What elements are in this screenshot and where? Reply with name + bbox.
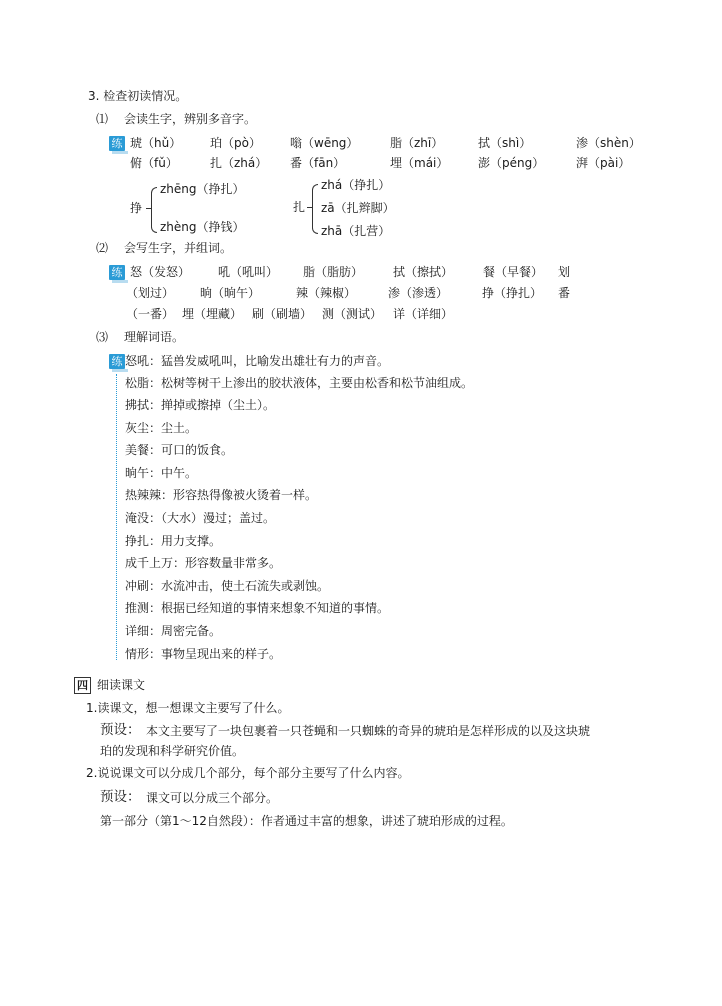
question-1: 1.读课文，想一想课文主要写了什么。 <box>86 701 290 715</box>
pinyin-item: 琥（hǔ） <box>130 136 182 150</box>
section-title: 细读课文 <box>97 678 146 692</box>
term-definition: 灰尘：尘土。 <box>125 421 198 435</box>
word-item: 刷（刷墙） <box>252 307 313 321</box>
word-item: 餐（早餐） <box>483 265 544 279</box>
word-item: 吼（吼叫） <box>218 265 279 279</box>
practice-badge-icon: 练 <box>109 136 125 151</box>
word-item: （一番） <box>126 307 175 321</box>
term-definition: 热辣辣：形容热得像被火烫着一样。 <box>125 488 318 502</box>
word-item: 划 <box>558 265 571 279</box>
practice-badge-icon: 练 <box>109 354 125 369</box>
pinyin-item: 澎（péng） <box>478 156 545 170</box>
word-item: 脂（脂肪） <box>303 265 364 279</box>
dotted-guide-line <box>116 374 117 660</box>
pinyin-item: 番（fān） <box>290 156 346 170</box>
answer-label: 预设： <box>100 789 141 805</box>
term-definition: 推测：根据已经知道的事情来想象不知道的事情。 <box>125 601 390 615</box>
word-item: 测（测试） <box>322 307 383 321</box>
section-number-box: 四 <box>74 677 91 694</box>
term-definition: 晌午：中午。 <box>125 466 198 480</box>
answer-1-line2: 珀的发现和科学研究价值。 <box>100 744 245 758</box>
pinyin-item: 湃（pài） <box>576 156 631 170</box>
part-1-summary: 第一部分（第1～12自然段）：作者通过丰富的想象，讲述了琥珀形成的过程。 <box>100 814 513 828</box>
word-item: 详（详细） <box>393 307 454 321</box>
word-item: 晌（晌午） <box>200 286 261 300</box>
polyphone-reading: zhēng（挣扎） <box>160 182 245 196</box>
brace-icon <box>151 187 157 233</box>
polyphone-char: 扎 <box>293 200 306 214</box>
pinyin-item: 嗡（wēng） <box>290 136 359 150</box>
pinyin-item: 拭（shì） <box>478 136 532 150</box>
term-definition: 怒吼：猛兽发威吼叫，比喻发出雄壮有力的声音。 <box>125 354 390 368</box>
word-item: 番 <box>558 286 571 300</box>
term-definition: 松脂：松树等树干上渗出的胶状液体，主要由松香和松节油组成。 <box>125 376 474 390</box>
word-item: 埋（埋藏） <box>182 307 243 321</box>
answer-2: 课文可以分成三个部分。 <box>146 791 279 805</box>
pinyin-item: 埋（mái） <box>390 156 449 170</box>
answer-1-line1: 本文主要写了一块包裹着一只苍蝇和一只蜘蛛的奇异的琥珀是怎样形成的以及这块琥 <box>146 724 591 738</box>
polyphone-reading: zhá（挣扎） <box>321 178 391 192</box>
brace-icon <box>312 184 318 234</box>
word-item: 拭（擦拭） <box>393 265 454 279</box>
term-definition: 挣扎：用力支撑。 <box>125 534 222 548</box>
sub3-number: ⑶ <box>96 330 109 344</box>
sub3-title: 理解词语。 <box>124 330 185 344</box>
question-2: 2.说说课文可以分成几个部分，每个部分主要写了什么内容。 <box>86 766 410 780</box>
polyphone-reading: zā（扎辫脚） <box>321 201 395 215</box>
pinyin-item: 扎（zhá） <box>210 156 268 170</box>
sub1-number: ⑴ <box>96 112 109 126</box>
pinyin-item: 珀（pò） <box>210 136 261 150</box>
sub2-title: 会写生字，并组词。 <box>124 241 233 255</box>
term-definition: 冲刷：水流冲击，使土石流失或剥蚀。 <box>125 579 330 593</box>
word-item: 渗（渗透） <box>388 286 449 300</box>
practice-badge-icon: 练 <box>109 265 125 280</box>
term-definition: 详细：周密完备。 <box>125 624 222 638</box>
word-item: 辣（辣椒） <box>296 286 357 300</box>
term-definition: 成千上万：形容数量非常多。 <box>125 556 282 570</box>
brace-tip <box>307 207 313 208</box>
term-definition: 拂拭：掸掉或擦掉（尘土）。 <box>125 398 276 412</box>
polyphone-reading: zhèng（挣钱） <box>160 220 245 234</box>
pinyin-item: 俯（fǔ） <box>130 156 178 170</box>
item3-title: 3. 检查初读情况。 <box>88 89 188 103</box>
word-item: （划过） <box>126 286 175 300</box>
word-item: 怒（发怒） <box>130 265 191 279</box>
polyphone-reading: zhā（扎营） <box>321 224 391 238</box>
brace-tip <box>146 208 152 209</box>
sub1-title: 会读生字，辨别多音字。 <box>124 112 257 126</box>
word-item: 挣（挣扎） <box>482 286 543 300</box>
pinyin-item: 脂（zhī） <box>390 136 444 150</box>
sub2-number: ⑵ <box>96 241 109 255</box>
term-definition: 美餐：可口的饭食。 <box>125 443 234 457</box>
term-definition: 情形：事物呈现出来的样子。 <box>125 647 282 661</box>
polyphone-char: 挣 <box>130 201 143 215</box>
answer-label: 预设： <box>100 722 141 738</box>
term-definition: 淹没：（大水）漫过；盖过。 <box>125 511 276 525</box>
pinyin-item: 渗（shèn） <box>576 136 641 150</box>
